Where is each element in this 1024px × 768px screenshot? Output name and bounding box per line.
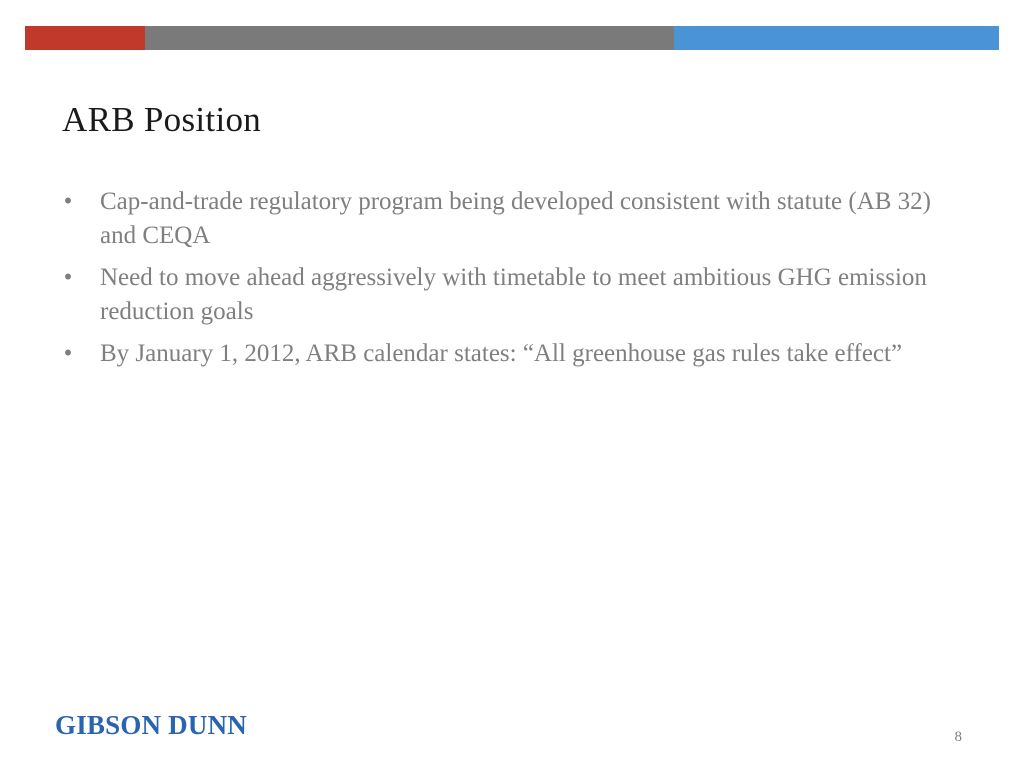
header-bar-red-segment (25, 26, 145, 50)
bullet-marker: • (63, 188, 73, 215)
header-color-bar (25, 26, 999, 50)
bullet-marker: • (63, 264, 73, 291)
bullet-item (60, 337, 960, 371)
bullet-item (60, 261, 960, 329)
page-number: 8 (954, 729, 962, 745)
bullet-text: By January 1, 2012, ARB calendar states: “All greenhouse gas rules take effect” (100, 340, 903, 367)
bullet-item (60, 185, 960, 253)
bullet-list (60, 185, 960, 379)
gibson-dunn-logo: GIBSON DUNN (55, 710, 247, 740)
bullet-marker: • (63, 340, 73, 367)
header-bar-gray-segment (145, 26, 674, 50)
header-bar-blue-segment (674, 26, 999, 50)
bullet-text: Cap-and-trade regulatory program being developed consistent with statute (AB 32) and CEQA (100, 188, 932, 249)
slide-title: ARB Position (62, 100, 262, 139)
bullet-text: Need to move ahead aggressively with timetable to meet ambitious GHG emission reduction goals (100, 264, 927, 325)
